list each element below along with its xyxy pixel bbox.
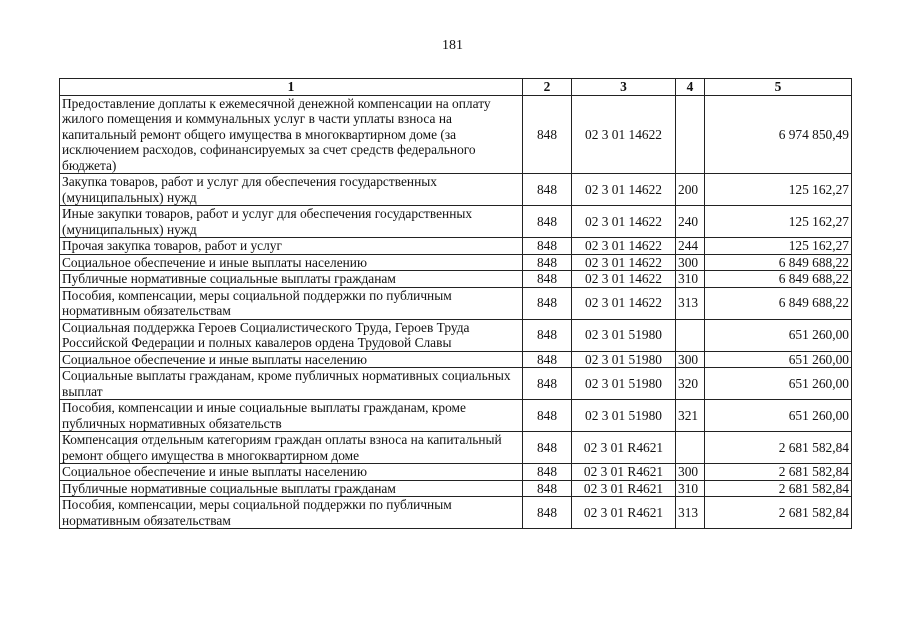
cell-expense-type: 310 bbox=[676, 271, 705, 288]
cell-admin-code: 848 bbox=[523, 497, 572, 529]
header-cell-type: 4 bbox=[676, 79, 705, 96]
cell-admin-code: 848 bbox=[523, 174, 572, 206]
table-row bbox=[60, 206, 852, 238]
cell-target-code: 02 3 01 R4621 bbox=[572, 432, 676, 464]
cell-amount: 651 260,00 bbox=[705, 351, 852, 368]
cell-target-code: 02 3 01 14622 bbox=[572, 174, 676, 206]
cell-admin-code: 848 bbox=[523, 368, 572, 400]
cell-amount: 2 681 582,84 bbox=[705, 464, 852, 481]
cell-admin-code: 848 bbox=[523, 238, 572, 255]
table-row bbox=[60, 400, 852, 432]
cell-amount: 6 849 688,22 bbox=[705, 271, 852, 288]
table-row bbox=[60, 95, 852, 174]
cell-admin-code: 848 bbox=[523, 432, 572, 464]
cell-admin-code: 848 bbox=[523, 464, 572, 481]
cell-target-code: 02 3 01 51980 bbox=[572, 351, 676, 368]
cell-target-code: 02 3 01 R4621 bbox=[572, 497, 676, 529]
cell-target-code: 02 3 01 R4621 bbox=[572, 480, 676, 497]
cell-admin-code: 848 bbox=[523, 271, 572, 288]
cell-amount: 125 162,27 bbox=[705, 238, 852, 255]
cell-name: Пособия, компенсации и иные социальные выплаты гражданам, кроме публичных нормативных обязательств bbox=[60, 400, 523, 432]
cell-amount: 651 260,00 bbox=[705, 368, 852, 400]
cell-target-code: 02 3 01 14622 bbox=[572, 271, 676, 288]
cell-amount: 651 260,00 bbox=[705, 400, 852, 432]
cell-expense-type: 300 bbox=[676, 254, 705, 271]
table-row bbox=[60, 271, 852, 288]
cell-name: Социальное обеспечение и иные выплаты населению bbox=[60, 351, 523, 368]
cell-amount: 6 974 850,49 bbox=[705, 95, 852, 174]
cell-name: Иные закупки товаров, работ и услуг для обеспечения государственных (муниципальных) нужд bbox=[60, 206, 523, 238]
cell-target-code: 02 3 01 R4621 bbox=[572, 464, 676, 481]
cell-target-code: 02 3 01 14622 bbox=[572, 287, 676, 319]
cell-admin-code: 848 bbox=[523, 480, 572, 497]
table-row bbox=[60, 319, 852, 351]
cell-name: Социальное обеспечение и иные выплаты населению bbox=[60, 464, 523, 481]
table-row bbox=[60, 464, 852, 481]
cell-name: Социальная поддержка Героев Социалистического Труда, Героев Труда Российской Федерации и полных кавалеров ордена Трудовой Славы bbox=[60, 319, 523, 351]
table-header-row bbox=[60, 79, 852, 96]
cell-amount: 2 681 582,84 bbox=[705, 480, 852, 497]
table-row bbox=[60, 287, 852, 319]
cell-target-code: 02 3 01 51980 bbox=[572, 368, 676, 400]
table-body bbox=[60, 79, 852, 529]
cell-name: Социальные выплаты гражданам, кроме публичных нормативных социальных выплат bbox=[60, 368, 523, 400]
cell-target-code: 02 3 01 51980 bbox=[572, 400, 676, 432]
cell-name: Компенсация отдельным категориям граждан оплаты взноса на капитальный ремонт общего имущества в многоквартирном доме bbox=[60, 432, 523, 464]
table-row bbox=[60, 351, 852, 368]
table-row bbox=[60, 174, 852, 206]
cell-name: Пособия, компенсации, меры социальной поддержки по публичным нормативным обязательствам bbox=[60, 287, 523, 319]
cell-amount: 651 260,00 bbox=[705, 319, 852, 351]
cell-expense-type: 300 bbox=[676, 351, 705, 368]
cell-expense-type bbox=[676, 95, 705, 174]
cell-admin-code: 848 bbox=[523, 351, 572, 368]
table-row bbox=[60, 254, 852, 271]
cell-expense-type: 320 bbox=[676, 368, 705, 400]
budget-table bbox=[59, 78, 852, 529]
header-cell-admin: 2 bbox=[523, 79, 572, 96]
table-row bbox=[60, 238, 852, 255]
cell-name: Публичные нормативные социальные выплаты гражданам bbox=[60, 271, 523, 288]
header-cell-code: 3 bbox=[572, 79, 676, 96]
cell-expense-type: 310 bbox=[676, 480, 705, 497]
cell-name: Предоставление доплаты к ежемесячной денежной компенсации на оплату жилого помещения и коммунальных услуг в части уплаты взноса на капитальный ремонт общего имущества в многоквартирном доме (за исключением расходов, софинансируемых за счет средств федерального бюджета) bbox=[60, 95, 523, 174]
cell-amount: 125 162,27 bbox=[705, 174, 852, 206]
cell-expense-type bbox=[676, 319, 705, 351]
cell-target-code: 02 3 01 14622 bbox=[572, 95, 676, 174]
cell-name: Пособия, компенсации, меры социальной поддержки по публичным нормативным обязательствам bbox=[60, 497, 523, 529]
table-row bbox=[60, 368, 852, 400]
cell-name: Прочая закупка товаров, работ и услуг bbox=[60, 238, 523, 255]
cell-amount: 125 162,27 bbox=[705, 206, 852, 238]
table-row bbox=[60, 480, 852, 497]
cell-admin-code: 848 bbox=[523, 206, 572, 238]
cell-name: Социальное обеспечение и иные выплаты населению bbox=[60, 254, 523, 271]
cell-target-code: 02 3 01 14622 bbox=[572, 206, 676, 238]
table-row bbox=[60, 497, 852, 529]
cell-amount: 2 681 582,84 bbox=[705, 432, 852, 464]
table-row bbox=[60, 432, 852, 464]
cell-amount: 6 849 688,22 bbox=[705, 254, 852, 271]
header-cell-name: 1 bbox=[60, 79, 523, 96]
cell-expense-type: 313 bbox=[676, 287, 705, 319]
cell-target-code: 02 3 01 14622 bbox=[572, 238, 676, 255]
header-cell-sum: 5 bbox=[705, 79, 852, 96]
cell-expense-type: 313 bbox=[676, 497, 705, 529]
cell-target-code: 02 3 01 14622 bbox=[572, 254, 676, 271]
cell-amount: 6 849 688,22 bbox=[705, 287, 852, 319]
cell-admin-code: 848 bbox=[523, 254, 572, 271]
cell-expense-type bbox=[676, 432, 705, 464]
cell-admin-code: 848 bbox=[523, 287, 572, 319]
cell-name: Публичные нормативные социальные выплаты гражданам bbox=[60, 480, 523, 497]
cell-amount: 2 681 582,84 bbox=[705, 497, 852, 529]
cell-expense-type: 240 bbox=[676, 206, 705, 238]
cell-admin-code: 848 bbox=[523, 319, 572, 351]
cell-admin-code: 848 bbox=[523, 95, 572, 174]
cell-target-code: 02 3 01 51980 bbox=[572, 319, 676, 351]
cell-name: Закупка товаров, работ и услуг для обеспечения государственных (муниципальных) нужд bbox=[60, 174, 523, 206]
page-number: 181 bbox=[442, 38, 463, 53]
cell-expense-type: 321 bbox=[676, 400, 705, 432]
cell-expense-type: 300 bbox=[676, 464, 705, 481]
cell-expense-type: 200 bbox=[676, 174, 705, 206]
cell-admin-code: 848 bbox=[523, 400, 572, 432]
cell-expense-type: 244 bbox=[676, 238, 705, 255]
